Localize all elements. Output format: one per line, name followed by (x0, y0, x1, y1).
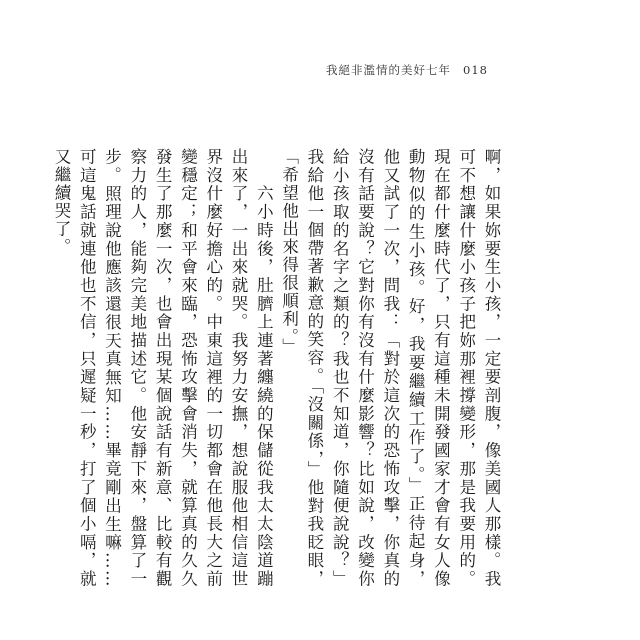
paragraph-1: 啊，如果妳要生小孩，一定要剖腹，像美國人那樣。我可不想讓什麼小孩子把妳那裡撐變形，那是我要用的。現在都什麼時代了，只有這種未開發國家才會有女人像動物似的生小孩。好，我要繼續工作了。」正待起身，他又試了一次，問我：「對於這次的恐怖攻擊，你真的沒有話要說？它對你有沒有什麼影響？比如說，改變你給小孩取的名字之類的？我也不知道，你隨便說說？」我給他一個帶著歉意的笑容。「沒關係，」他對我眨眼，「希望他出來得很順利。」 (279, 148, 501, 588)
paragraph-2: 六小時後，肚臍上連著纏繞的保儲從我太太陰道蹦出來了，一出來就哭。我努力安撫，想說服他相信這世界沒什麼好擔心的。中東這裡的一切都會在他長大之前變穩定；和平會來臨，恐怖攻擊會消失，就算真的久久發生了那麼一次，也會出現某個說話有新意、比較有觀察力的人，能夠完美地描述它。他安靜下來，盤算了一步。照理說他應該還很天真無知……畢竟剛出生嘛……可這鬼話就連他也不信，只遲疑一秒，打了個小嗝，就又繼續哭了。 (51, 148, 274, 588)
running-head (326, 62, 488, 78)
page-number: 018 (463, 63, 488, 77)
body-text (51, 148, 504, 588)
book-title: 我絕非濫情的美好七年 (326, 63, 452, 77)
